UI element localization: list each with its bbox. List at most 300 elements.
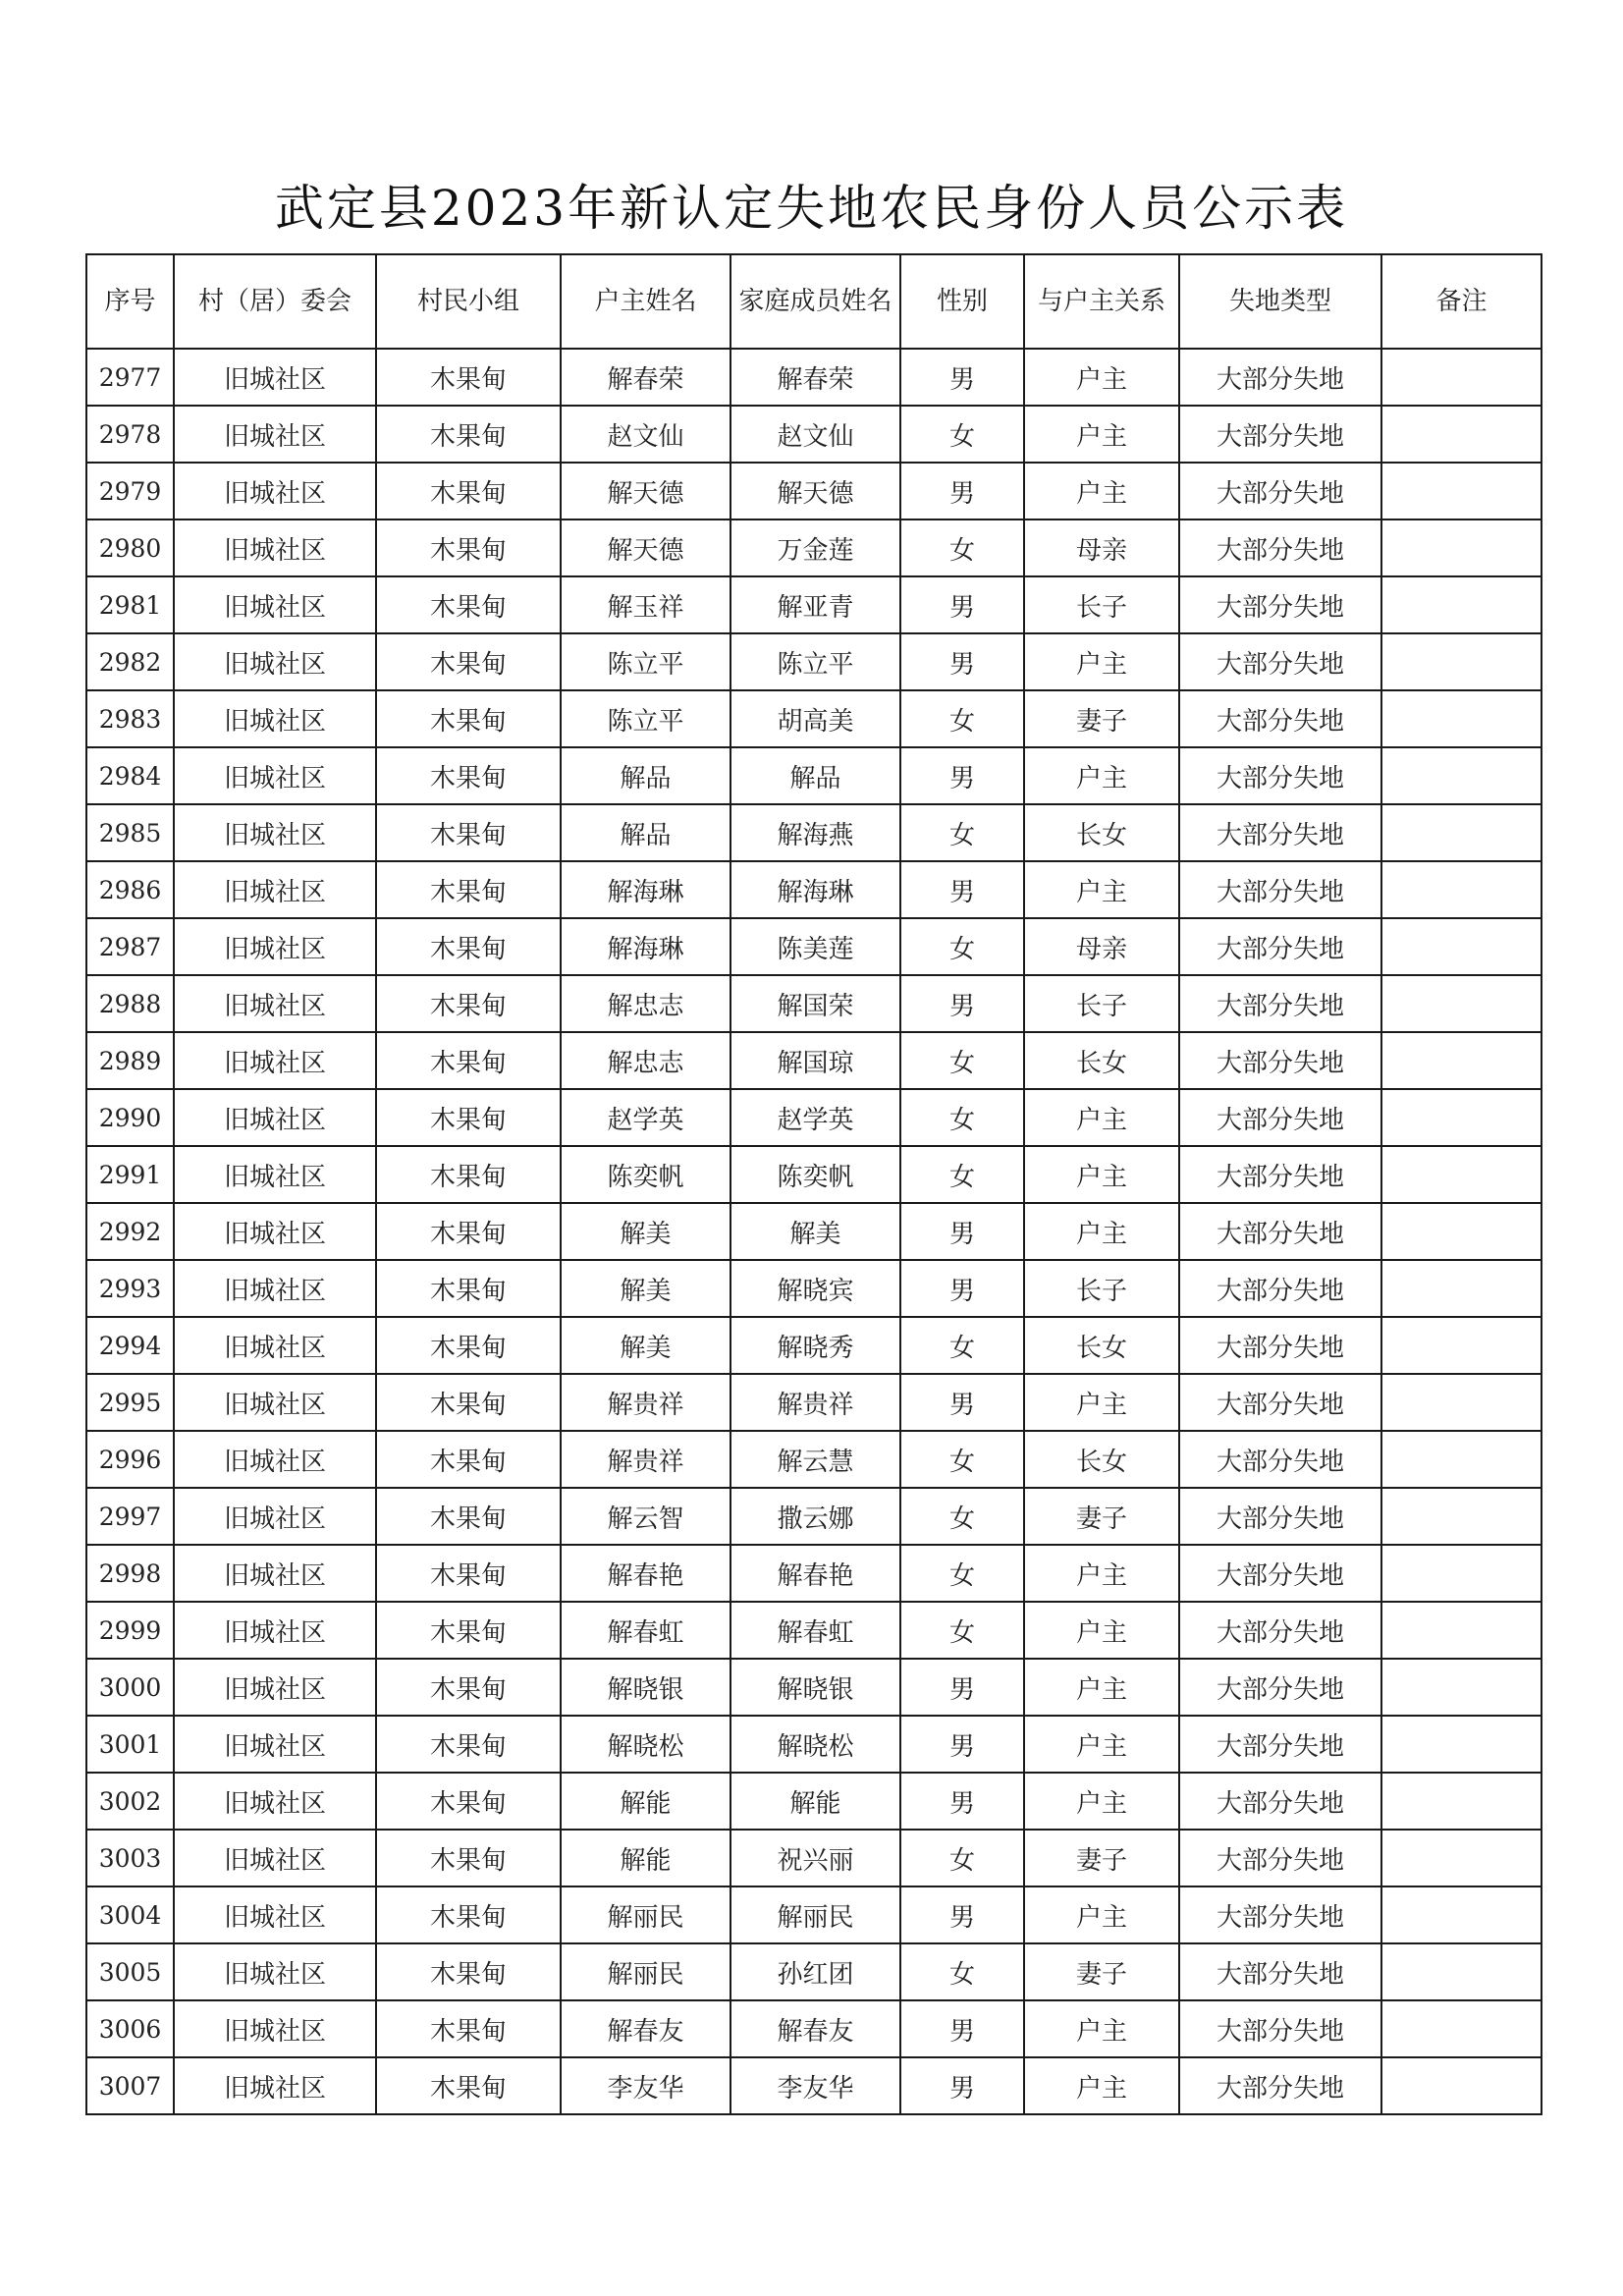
table-row	[86, 747, 1542, 804]
land-type-cell: 大部分失地	[1179, 1943, 1381, 2000]
householder-cell: 李友华	[561, 2057, 730, 2114]
member-cell: 解能	[730, 1773, 900, 1830]
gender-cell: 男	[900, 861, 1024, 918]
header-cell-group: 村民小组	[376, 254, 561, 349]
member-cell: 赵文仙	[730, 406, 900, 463]
remarks-cell	[1381, 463, 1542, 519]
committee-cell: 旧城社区	[174, 1773, 376, 1830]
householder-cell: 解忠志	[561, 1032, 730, 1089]
gender-cell: 女	[900, 1488, 1024, 1545]
table-row	[86, 1943, 1542, 2000]
householder-cell: 解春虹	[561, 1602, 730, 1659]
header-cell-land-type: 失地类型	[1179, 254, 1381, 349]
group-cell: 木果甸	[376, 633, 561, 690]
householder-cell: 陈立平	[561, 633, 730, 690]
householder-cell: 解玉祥	[561, 576, 730, 633]
householder-cell: 解贵祥	[561, 1431, 730, 1488]
relation-cell: 户主	[1024, 861, 1179, 918]
member-cell: 解晓宾	[730, 1260, 900, 1317]
householder-cell: 解云智	[561, 1488, 730, 1545]
committee-cell: 旧城社区	[174, 1943, 376, 2000]
group-cell: 木果甸	[376, 690, 561, 747]
table-row	[86, 918, 1542, 975]
committee-cell: 旧城社区	[174, 1089, 376, 1146]
committee-cell: 旧城社区	[174, 519, 376, 576]
householder-cell: 陈立平	[561, 690, 730, 747]
member-cell: 陈奕帆	[730, 1146, 900, 1203]
gender-cell: 女	[900, 1431, 1024, 1488]
relation-cell: 户主	[1024, 2000, 1179, 2057]
relation-cell: 母亲	[1024, 918, 1179, 975]
member-cell: 解晓松	[730, 1716, 900, 1773]
land-type-cell: 大部分失地	[1179, 1488, 1381, 1545]
committee-cell: 旧城社区	[174, 1545, 376, 1602]
remarks-cell	[1381, 861, 1542, 918]
relation-cell: 户主	[1024, 747, 1179, 804]
committee-cell: 旧城社区	[174, 1032, 376, 1089]
index-cell: 2995	[86, 1374, 174, 1431]
committee-cell: 旧城社区	[174, 2057, 376, 2114]
index-cell: 3001	[86, 1716, 174, 1773]
land-type-cell: 大部分失地	[1179, 349, 1381, 406]
member-cell: 解丽民	[730, 1886, 900, 1943]
index-cell: 2983	[86, 690, 174, 747]
committee-cell: 旧城社区	[174, 804, 376, 861]
table-row	[86, 349, 1542, 406]
table-row	[86, 576, 1542, 633]
table-row	[86, 975, 1542, 1032]
land-type-cell: 大部分失地	[1179, 1317, 1381, 1374]
land-type-cell: 大部分失地	[1179, 1260, 1381, 1317]
land-type-cell: 大部分失地	[1179, 1032, 1381, 1089]
gender-cell: 女	[900, 1032, 1024, 1089]
index-cell: 3000	[86, 1659, 174, 1716]
remarks-cell	[1381, 1374, 1542, 1431]
header-row	[86, 254, 1542, 349]
relation-cell: 户主	[1024, 1602, 1179, 1659]
remarks-cell	[1381, 1716, 1542, 1773]
table-row	[86, 2057, 1542, 2114]
committee-cell: 旧城社区	[174, 975, 376, 1032]
group-cell: 木果甸	[376, 1886, 561, 1943]
relation-cell: 户主	[1024, 1716, 1179, 1773]
index-cell: 2985	[86, 804, 174, 861]
householder-cell: 赵文仙	[561, 406, 730, 463]
relation-cell: 户主	[1024, 1773, 1179, 1830]
committee-cell: 旧城社区	[174, 463, 376, 519]
land-type-cell: 大部分失地	[1179, 1089, 1381, 1146]
member-cell: 解海琳	[730, 861, 900, 918]
relation-cell: 妻子	[1024, 1488, 1179, 1545]
group-cell: 木果甸	[376, 804, 561, 861]
relation-cell: 户主	[1024, 1203, 1179, 1260]
householder-cell: 解春荣	[561, 349, 730, 406]
remarks-cell	[1381, 1317, 1542, 1374]
committee-cell: 旧城社区	[174, 1374, 376, 1431]
member-cell: 解国琼	[730, 1032, 900, 1089]
relation-cell: 户主	[1024, 1545, 1179, 1602]
header-cell-householder: 户主姓名	[561, 254, 730, 349]
table-row	[86, 519, 1542, 576]
committee-cell: 旧城社区	[174, 861, 376, 918]
remarks-cell	[1381, 406, 1542, 463]
gender-cell: 男	[900, 2057, 1024, 2114]
relation-cell: 户主	[1024, 463, 1179, 519]
land-type-cell: 大部分失地	[1179, 690, 1381, 747]
index-cell: 2988	[86, 975, 174, 1032]
gender-cell: 女	[900, 406, 1024, 463]
header-cell-remarks: 备注	[1381, 254, 1542, 349]
remarks-cell	[1381, 1203, 1542, 1260]
land-type-cell: 大部分失地	[1179, 406, 1381, 463]
page-title: 武定县2023年新认定失地农民身份人员公示表	[274, 180, 1349, 237]
relation-cell: 户主	[1024, 1089, 1179, 1146]
group-cell: 木果甸	[376, 1943, 561, 2000]
relation-cell: 妻子	[1024, 1943, 1179, 2000]
committee-cell: 旧城社区	[174, 633, 376, 690]
table-row	[86, 406, 1542, 463]
index-cell: 3007	[86, 2057, 174, 2114]
remarks-cell	[1381, 1260, 1542, 1317]
committee-cell: 旧城社区	[174, 576, 376, 633]
group-cell: 木果甸	[376, 349, 561, 406]
relation-cell: 户主	[1024, 406, 1179, 463]
remarks-cell	[1381, 1943, 1542, 2000]
householder-cell: 解海琳	[561, 861, 730, 918]
land-type-cell: 大部分失地	[1179, 1374, 1381, 1431]
group-cell: 木果甸	[376, 1773, 561, 1830]
group-cell: 木果甸	[376, 975, 561, 1032]
committee-cell: 旧城社区	[174, 1260, 376, 1317]
land-type-cell: 大部分失地	[1179, 1659, 1381, 1716]
relation-cell: 长女	[1024, 1431, 1179, 1488]
land-type-cell: 大部分失地	[1179, 633, 1381, 690]
gender-cell: 男	[900, 1203, 1024, 1260]
index-cell: 2999	[86, 1602, 174, 1659]
householder-cell: 解丽民	[561, 1886, 730, 1943]
committee-cell: 旧城社区	[174, 1488, 376, 1545]
relation-cell: 长女	[1024, 1317, 1179, 1374]
table-row	[86, 1146, 1542, 1203]
gender-cell: 女	[900, 1545, 1024, 1602]
committee-cell: 旧城社区	[174, 1602, 376, 1659]
remarks-cell	[1381, 1032, 1542, 1089]
index-cell: 3002	[86, 1773, 174, 1830]
group-cell: 木果甸	[376, 1545, 561, 1602]
table-row	[86, 1830, 1542, 1886]
member-cell: 解天德	[730, 463, 900, 519]
index-cell: 2994	[86, 1317, 174, 1374]
table-row	[86, 1488, 1542, 1545]
committee-cell: 旧城社区	[174, 1886, 376, 1943]
remarks-cell	[1381, 349, 1542, 406]
land-type-cell: 大部分失地	[1179, 1545, 1381, 1602]
land-type-cell: 大部分失地	[1179, 1203, 1381, 1260]
group-cell: 木果甸	[376, 1830, 561, 1886]
committee-cell: 旧城社区	[174, 349, 376, 406]
group-cell: 木果甸	[376, 1488, 561, 1545]
committee-cell: 旧城社区	[174, 690, 376, 747]
member-cell: 解国荣	[730, 975, 900, 1032]
member-cell: 解品	[730, 747, 900, 804]
member-cell: 陈立平	[730, 633, 900, 690]
gender-cell: 女	[900, 1943, 1024, 2000]
land-type-cell: 大部分失地	[1179, 1431, 1381, 1488]
remarks-cell	[1381, 1659, 1542, 1716]
group-cell: 木果甸	[376, 1260, 561, 1317]
gender-cell: 男	[900, 1260, 1024, 1317]
table-row	[86, 1431, 1542, 1488]
remarks-cell	[1381, 804, 1542, 861]
remarks-cell	[1381, 633, 1542, 690]
relation-cell: 长女	[1024, 1032, 1179, 1089]
gender-cell: 女	[900, 918, 1024, 975]
committee-cell: 旧城社区	[174, 406, 376, 463]
land-type-cell: 大部分失地	[1179, 1830, 1381, 1886]
table-row	[86, 1374, 1542, 1431]
member-cell: 撒云娜	[730, 1488, 900, 1545]
group-cell: 木果甸	[376, 1032, 561, 1089]
group-cell: 木果甸	[376, 1602, 561, 1659]
committee-cell: 旧城社区	[174, 1830, 376, 1886]
group-cell: 木果甸	[376, 463, 561, 519]
table-row	[86, 463, 1542, 519]
table-row	[86, 690, 1542, 747]
remarks-cell	[1381, 1488, 1542, 1545]
group-cell: 木果甸	[376, 1431, 561, 1488]
index-cell: 2987	[86, 918, 174, 975]
index-cell: 3003	[86, 1830, 174, 1886]
table-row	[86, 1659, 1542, 1716]
group-cell: 木果甸	[376, 1089, 561, 1146]
remarks-cell	[1381, 1602, 1542, 1659]
header-cell-relation: 与户主关系	[1024, 254, 1179, 349]
committee-cell: 旧城社区	[174, 2000, 376, 2057]
relation-cell: 长子	[1024, 975, 1179, 1032]
relation-cell: 长女	[1024, 804, 1179, 861]
table-row	[86, 2000, 1542, 2057]
remarks-cell	[1381, 1886, 1542, 1943]
gender-cell: 女	[900, 1602, 1024, 1659]
remarks-cell	[1381, 1089, 1542, 1146]
householder-cell: 解贵祥	[561, 1374, 730, 1431]
index-cell: 2981	[86, 576, 174, 633]
index-cell: 2990	[86, 1089, 174, 1146]
householder-cell: 赵学英	[561, 1089, 730, 1146]
land-type-cell: 大部分失地	[1179, 2057, 1381, 2114]
index-cell: 2997	[86, 1488, 174, 1545]
group-cell: 木果甸	[376, 2000, 561, 2057]
header-cell-gender: 性别	[900, 254, 1024, 349]
householder-cell: 解品	[561, 804, 730, 861]
householder-cell: 解晓松	[561, 1716, 730, 1773]
group-cell: 木果甸	[376, 576, 561, 633]
gender-cell: 女	[900, 519, 1024, 576]
index-cell: 2991	[86, 1146, 174, 1203]
index-cell: 2982	[86, 633, 174, 690]
relation-cell: 户主	[1024, 1659, 1179, 1716]
land-type-cell: 大部分失地	[1179, 1773, 1381, 1830]
gender-cell: 男	[900, 1716, 1024, 1773]
index-cell: 2979	[86, 463, 174, 519]
relation-cell: 长子	[1024, 576, 1179, 633]
index-cell: 3004	[86, 1886, 174, 1943]
gender-cell: 男	[900, 1659, 1024, 1716]
remarks-cell	[1381, 519, 1542, 576]
header-cell-member: 家庭成员姓名	[730, 254, 900, 349]
member-cell: 解云慧	[730, 1431, 900, 1488]
land-type-cell: 大部分失地	[1179, 1146, 1381, 1203]
householder-cell: 解晓银	[561, 1659, 730, 1716]
table-row	[86, 633, 1542, 690]
index-cell: 2996	[86, 1431, 174, 1488]
remarks-cell	[1381, 1146, 1542, 1203]
committee-cell: 旧城社区	[174, 1146, 376, 1203]
householder-cell: 陈奕帆	[561, 1146, 730, 1203]
gender-cell: 男	[900, 2000, 1024, 2057]
gender-cell: 男	[900, 576, 1024, 633]
committee-cell: 旧城社区	[174, 918, 376, 975]
land-type-cell: 大部分失地	[1179, 463, 1381, 519]
member-cell: 胡高美	[730, 690, 900, 747]
table-row	[86, 1203, 1542, 1260]
land-type-cell: 大部分失地	[1179, 1716, 1381, 1773]
member-cell: 解春艳	[730, 1545, 900, 1602]
member-cell: 解亚青	[730, 576, 900, 633]
group-cell: 木果甸	[376, 406, 561, 463]
remarks-cell	[1381, 576, 1542, 633]
member-cell: 陈美莲	[730, 918, 900, 975]
member-cell: 孙红团	[730, 1943, 900, 2000]
table-body	[86, 349, 1542, 2114]
land-type-cell: 大部分失地	[1179, 519, 1381, 576]
gender-cell: 女	[900, 804, 1024, 861]
relation-cell: 户主	[1024, 1886, 1179, 1943]
householder-cell: 解美	[561, 1260, 730, 1317]
table-row	[86, 1716, 1542, 1773]
group-cell: 木果甸	[376, 1374, 561, 1431]
relation-cell: 长子	[1024, 1260, 1179, 1317]
relation-cell: 户主	[1024, 1146, 1179, 1203]
index-cell: 2984	[86, 747, 174, 804]
member-cell: 万金莲	[730, 519, 900, 576]
householder-cell: 解天德	[561, 463, 730, 519]
gender-cell: 女	[900, 1830, 1024, 1886]
land-type-cell: 大部分失地	[1179, 1886, 1381, 1943]
member-cell: 解贵祥	[730, 1374, 900, 1431]
gender-cell: 男	[900, 747, 1024, 804]
committee-cell: 旧城社区	[174, 1431, 376, 1488]
householder-cell: 解能	[561, 1830, 730, 1886]
group-cell: 木果甸	[376, 1317, 561, 1374]
relation-cell: 妻子	[1024, 1830, 1179, 1886]
remarks-cell	[1381, 975, 1542, 1032]
table-row	[86, 1886, 1542, 1943]
gender-cell: 男	[900, 463, 1024, 519]
remarks-cell	[1381, 1431, 1542, 1488]
land-type-cell: 大部分失地	[1179, 804, 1381, 861]
table-row	[86, 861, 1542, 918]
index-cell: 2978	[86, 406, 174, 463]
table-row	[86, 804, 1542, 861]
gender-cell: 女	[900, 1317, 1024, 1374]
committee-cell: 旧城社区	[174, 747, 376, 804]
land-type-cell: 大部分失地	[1179, 861, 1381, 918]
committee-cell: 旧城社区	[174, 1203, 376, 1260]
member-cell: 解春友	[730, 2000, 900, 2057]
table-row	[86, 1089, 1542, 1146]
header-cell-committee: 村（居）委会	[174, 254, 376, 349]
remarks-cell	[1381, 1773, 1542, 1830]
table-row	[86, 1545, 1542, 1602]
land-type-cell: 大部分失地	[1179, 1602, 1381, 1659]
householder-cell: 解忠志	[561, 975, 730, 1032]
householder-cell: 解美	[561, 1317, 730, 1374]
gender-cell: 男	[900, 1886, 1024, 1943]
gender-cell: 男	[900, 1773, 1024, 1830]
householder-cell: 解能	[561, 1773, 730, 1830]
gender-cell: 男	[900, 1374, 1024, 1431]
member-cell: 解春虹	[730, 1602, 900, 1659]
group-cell: 木果甸	[376, 918, 561, 975]
relation-cell: 妻子	[1024, 690, 1179, 747]
group-cell: 木果甸	[376, 519, 561, 576]
group-cell: 木果甸	[376, 1203, 561, 1260]
householder-cell: 解美	[561, 1203, 730, 1260]
member-cell: 解晓银	[730, 1659, 900, 1716]
remarks-cell	[1381, 747, 1542, 804]
householder-cell: 解海琳	[561, 918, 730, 975]
member-cell: 解海燕	[730, 804, 900, 861]
land-type-cell: 大部分失地	[1179, 2000, 1381, 2057]
member-cell: 祝兴丽	[730, 1830, 900, 1886]
remarks-cell	[1381, 2000, 1542, 2057]
member-cell: 李友华	[730, 2057, 900, 2114]
index-cell: 2977	[86, 349, 174, 406]
committee-cell: 旧城社区	[174, 1659, 376, 1716]
remarks-cell	[1381, 918, 1542, 975]
member-cell: 解春荣	[730, 349, 900, 406]
relation-cell: 户主	[1024, 349, 1179, 406]
member-cell: 解美	[730, 1203, 900, 1260]
member-cell: 赵学英	[730, 1089, 900, 1146]
table-row	[86, 1317, 1542, 1374]
index-cell: 3005	[86, 1943, 174, 2000]
relation-cell: 户主	[1024, 1374, 1179, 1431]
committee-cell: 旧城社区	[174, 1716, 376, 1773]
group-cell: 木果甸	[376, 1146, 561, 1203]
remarks-cell	[1381, 2057, 1542, 2114]
householder-cell: 解天德	[561, 519, 730, 576]
index-cell: 3006	[86, 2000, 174, 2057]
remarks-cell	[1381, 1545, 1542, 1602]
land-type-cell: 大部分失地	[1179, 747, 1381, 804]
gender-cell: 女	[900, 1146, 1024, 1203]
index-cell: 2998	[86, 1545, 174, 1602]
index-cell: 2980	[86, 519, 174, 576]
householder-cell: 解丽民	[561, 1943, 730, 2000]
remarks-cell	[1381, 1830, 1542, 1886]
group-cell: 木果甸	[376, 1659, 561, 1716]
table-row	[86, 1602, 1542, 1659]
index-cell: 2986	[86, 861, 174, 918]
gender-cell: 男	[900, 349, 1024, 406]
index-cell: 2989	[86, 1032, 174, 1089]
table-row	[86, 1260, 1542, 1317]
relation-cell: 母亲	[1024, 519, 1179, 576]
group-cell: 木果甸	[376, 861, 561, 918]
relation-cell: 户主	[1024, 2057, 1179, 2114]
